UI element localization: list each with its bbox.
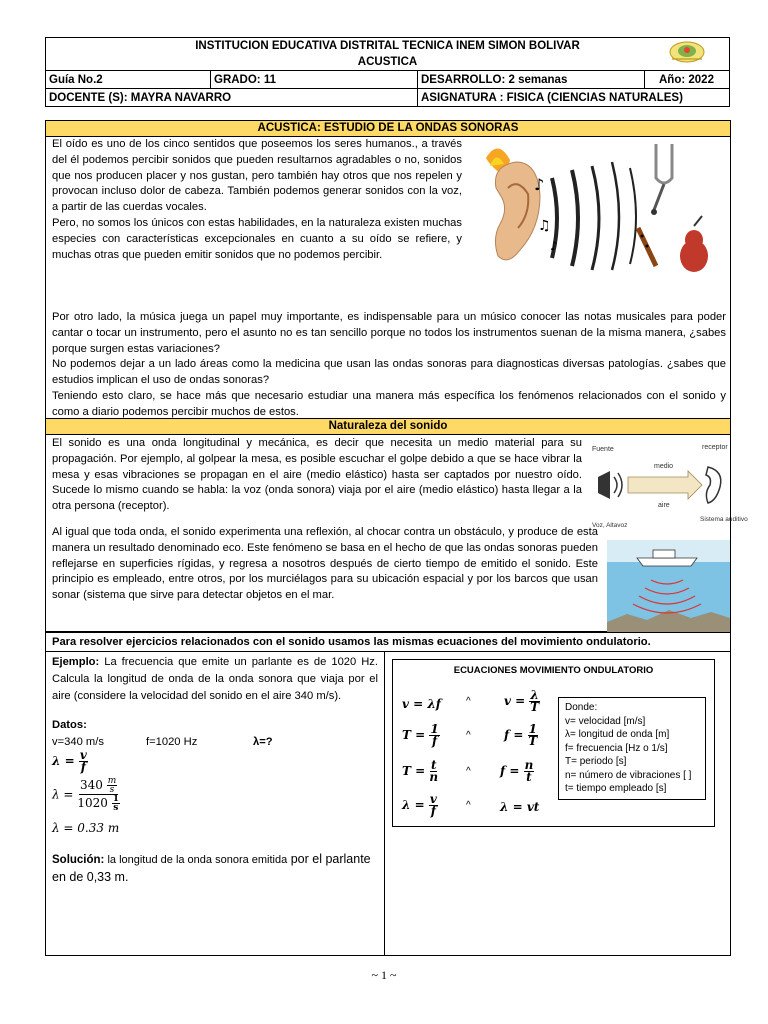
echo-text bbox=[52, 525, 598, 604]
eq-lambda-v-over-f: λ = $\frac{v}{f}$ bbox=[402, 792, 437, 818]
label-sistema: Sistema auditivo bbox=[700, 516, 748, 523]
data-frequency: f=1020 Hz bbox=[146, 736, 198, 748]
label-voz: Voz, Altavoz bbox=[592, 522, 628, 529]
paragraph: El sonido es una onda longitudinal y mecánica, es decir que necesita un medio material para su propagación. Por ejemplo, al golpear la mesa, es posible escuchar el golpe debido a que se hace vibrar la mesa y esas vibraciones se propagan en el aire (medio elástico) hasta ser captados por nuestro oído. Sucede lo mismo cuando se habla: la voz (onda sonora) viaja por el aire (medio elástico) hasta llegar a la otra persona (receptor). bbox=[52, 437, 582, 513]
intro-text-continued bbox=[52, 310, 726, 421]
svg-text:♪: ♪ bbox=[534, 175, 545, 194]
label-aire: aire bbox=[658, 502, 670, 509]
formula-result: λ = 0.33 m bbox=[52, 821, 120, 835]
variables-legend: Donde: v= velocidad [m/s] λ= longitud de onda [m] f= frecuencia [Hz o 1/s] T= periodo [s] n= número de vibraciones [ ] t= tiempo empleado [s] bbox=[558, 697, 706, 800]
course: ASIGNATURA : FISICA (CIENCIAS NATURALES) bbox=[418, 89, 730, 107]
caret: ^ bbox=[466, 800, 471, 811]
label-medio: medio bbox=[654, 463, 674, 470]
formula-substitution: λ = 340 $\frac{m}{s}$ 1020 $\frac{1}{s}$ bbox=[52, 776, 119, 813]
legend-item: v= velocidad [m/s] bbox=[565, 715, 646, 727]
paragraph: No podemos dejar a un lado áreas como la medicina que usan las ondas sonoras para diagnosticas diversas patologías. ¿sabes que estudios implican el uso de ondas sonoras? bbox=[52, 358, 726, 387]
eq-t-one-over-f: T = $\frac{1}{f}$ bbox=[402, 722, 439, 748]
paragraph: El oído es uno de los cinco sentidos que poseemos los seres humanos., a través del él podemos percibir sonidos que pueden resultarnos agradables o no, sonidos que nos producen placer y nos gustan, pero también hay otros que nos repelen y provocan incluso dolor de cabeza. También podemos generar sonidos con la voz, a partir de las cuerdas vocales. bbox=[52, 138, 462, 214]
label-receptor: receptor bbox=[702, 444, 728, 451]
data-velocity: v=340 m/s bbox=[52, 736, 104, 748]
eq-v-lambda-over-t: v = $\frac{\lambda}{T}$ bbox=[504, 688, 540, 714]
header-table bbox=[45, 37, 730, 107]
legend-item: n= número de vibraciones [ ] bbox=[565, 769, 692, 781]
legend-item: T= periodo [s] bbox=[565, 756, 627, 767]
sound-nature-text bbox=[52, 436, 582, 515]
section-naturaleza-title: Naturaleza del sonido bbox=[45, 418, 731, 435]
datos-label: Datos: bbox=[52, 719, 87, 731]
solution-text: Solución: la longitud de la onda sonora emitida por el parlante en de 0,33 m. bbox=[52, 852, 371, 884]
sound-propagation-diagram bbox=[592, 437, 748, 537]
equations-intro-row: Para resolver ejercicios relacionados con el sonido usamos las mismas ecuaciones del movimiento ondulatorio. bbox=[45, 632, 731, 652]
caret: ^ bbox=[466, 696, 471, 707]
institution-name: INSTITUCION EDUCATIVA DISTRITAL TECNICA INEM SIMON BOLIVAR bbox=[46, 38, 730, 55]
paragraph: Al igual que toda onda, el sonido experimenta una reflexión, al chocar contra un obstáculo, y produce de esta manera un resultado denominado eco. Este fenómeno se basa en el hecho de que las ondas sonoras pueden reflejarse en superficies rígidas, y regresa a nosotros después de cierto tiempo de emitido el sonido. Este principio es empleado, entre otros, por los murciélagos para su ubicación espacial y por los barcos que usan sonar (sistema que sirve para detectar objetos en el mar. bbox=[52, 526, 598, 602]
guide-number: Guía No.2 bbox=[46, 71, 211, 89]
eq-lambda-vt: λ = vt bbox=[500, 800, 540, 814]
development-duration: DESARROLLO: 2 semanas bbox=[418, 71, 645, 89]
label-fuente: Fuente bbox=[592, 446, 614, 453]
legend-item: λ= longitud de onda [m] bbox=[565, 729, 670, 740]
paragraph: Por otro lado, la música juega un papel muy importante, es indispensable para un músico conocer las notas musicales para poder cantar o tocar un instrumento, pero el asunto no es tan sencillo porque no todos los instrumentos suenan de la misma manera, ¿sabes porque surgen estas variaciones? bbox=[52, 311, 726, 355]
svg-text:♫: ♫ bbox=[538, 218, 551, 234]
school-logo-icon bbox=[668, 39, 706, 65]
legend-item: t= tiempo empleado [s] bbox=[565, 783, 667, 794]
subject-title: ACUSTICA bbox=[46, 54, 730, 71]
caret: ^ bbox=[466, 766, 471, 777]
svg-text:♪: ♪ bbox=[550, 239, 558, 253]
teacher: DOCENTE (S): MAYRA NAVARRO bbox=[46, 89, 418, 107]
eq-f-n-over-t: f = $\frac{n}{t}$ bbox=[500, 758, 534, 784]
paragraph: Teniendo esto claro, se hace más que necesario estudiar una manera más específica los fenómenos relacionados con el sonido y como a diario podemos percibir muchos de estos. bbox=[52, 389, 726, 418]
grade: GRADO: 11 bbox=[211, 71, 418, 89]
page-number: ~ 1 ~ bbox=[371, 968, 397, 982]
year: Año: 2022 bbox=[645, 71, 730, 89]
equations-title: ECUACIONES MOVIMIENTO ONDULATORIO bbox=[453, 665, 654, 676]
eq-f-one-over-t: f = $\frac{1}{T}$ bbox=[504, 722, 538, 748]
paragraph: Pero, no somos los únicos con estas habilidades, en la naturaleza existen muchas especies con características excepcionales en cuanto a su oído se refiere, y muchas otras que pueden emitir sonidos que no podemos percibir. bbox=[52, 216, 462, 261]
section-acustica-title: ACUSTICA: ESTUDIO DE LA ONDAS SONORAS bbox=[45, 120, 731, 137]
eq-t-t-over-n: T = $\frac{t}{n}$ bbox=[402, 758, 439, 784]
formula-lambda-v-over-f: λ = $\frac{v}{f}$ bbox=[52, 748, 87, 774]
example-statement: Ejemplo: La frecuencia que emite un parlante es de 1020 Hz. Calcula la longitud de onda de la onda sonora que viaja por el aire (considere la velocidad del sonido en el aire 340 m/s). bbox=[52, 656, 378, 702]
legend-item: f= frecuencia [Hz o 1/s] bbox=[565, 742, 668, 754]
ear-sound-illustration bbox=[478, 138, 728, 278]
eq-v-lambda-f: v = λf bbox=[402, 697, 441, 711]
intro-text bbox=[52, 137, 462, 263]
caret: ^ bbox=[466, 730, 471, 741]
data-unknown: λ=? bbox=[253, 736, 273, 748]
sonar-ship-illustration bbox=[607, 540, 730, 632]
